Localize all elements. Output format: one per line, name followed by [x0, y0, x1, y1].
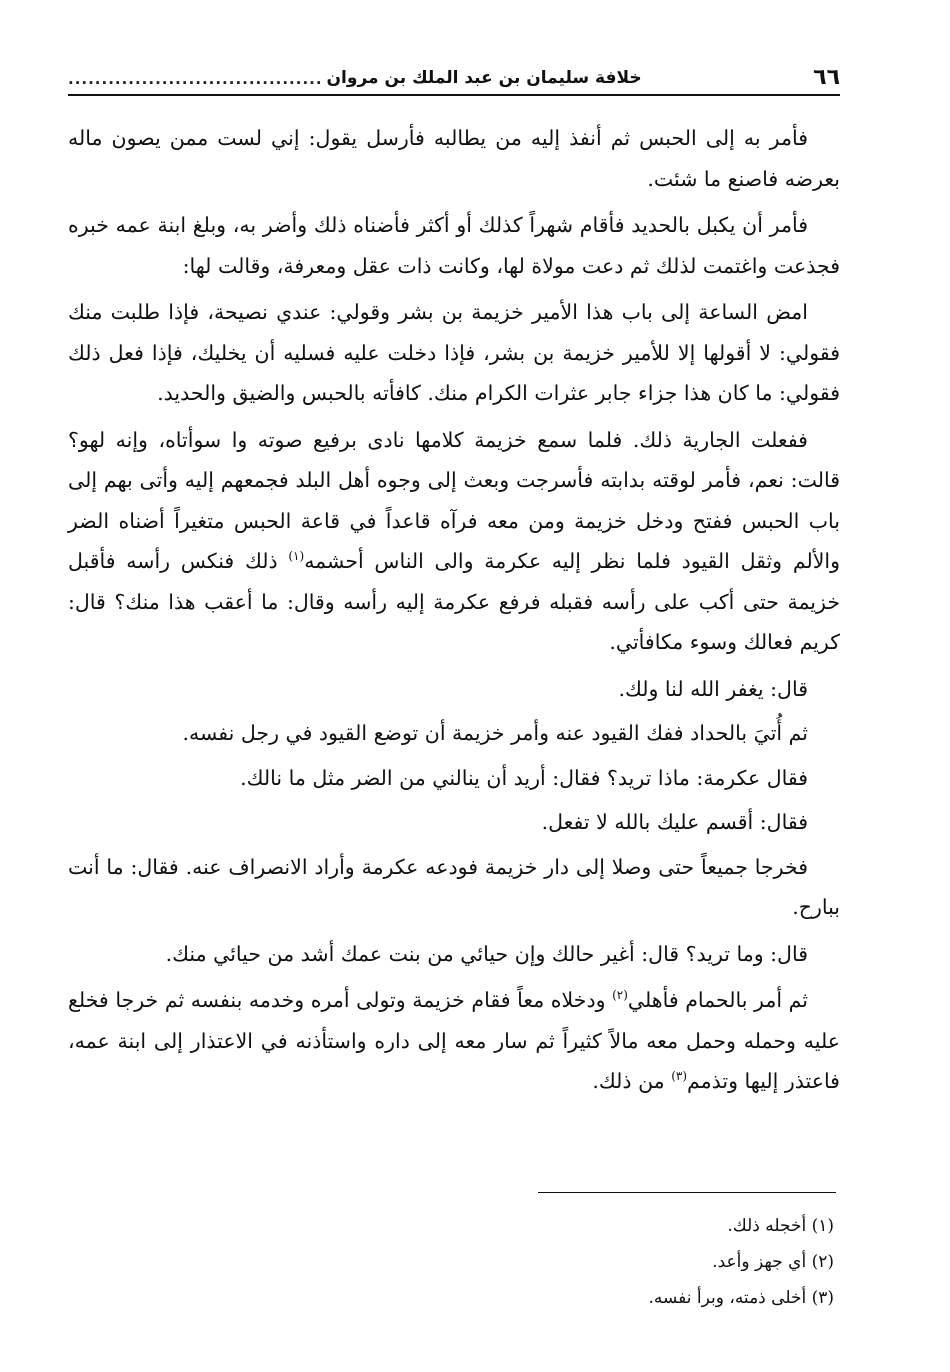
footnote-marker-2: (٢): [612, 988, 628, 1003]
paragraph-9: فخرجا جميعاً حتى وصلا إلى دار خزيمة فودعه عكرمة وأراد الانصراف عنه. فقال: ما أنت ببارح.: [68, 854, 840, 919]
running-title-group: [68, 68, 642, 94]
paragraph-8: فقال: أقسم عليك بالله لا تفعل.: [541, 810, 808, 834]
footnote-marker-1: (١): [288, 549, 305, 564]
paragraph-2: فأمر أن يكبل بالحديد فأقام شهراً كذلك أو أكثر فأضناه ذلك وأضر به، وبلغ ابنة عمه خبره فجذعت واغتمت لذلك ثم دعت مولاة لها، وكانت ذات عقل ومعرفة، وقالت لها:: [68, 213, 840, 278]
paragraph-3: امض الساعة إلى باب هذا الأمير خزيمة بن بشر وقولي: عندي نصيحة، فإذا طلبت منك فقولي: لا أقولها إلا للأمير خزيمة بن بشر، فإذا دخلت عليه فسليه أن يخليك، فإذا فعل ذلك فقولي: ما كان هذا جزاء جابر عثرات الكرام منك. كافأته بالحبس والضيق والحديد.: [68, 300, 840, 405]
paragraph-11-text-a: ثم أمر بالحمام فأهلي: [627, 988, 808, 1012]
footnotes: [68, 1208, 834, 1316]
paragraph-4-text-b: ذلك فنكس رأسه فأقبل خزيمة حتى أكب على رأسه فقبله فرفع عكرمة إليه رأسه وقال: ما أعقب هذا منك؟ قال: كريم فعالك وسوء مكافأتي.: [68, 549, 840, 654]
paragraph-10: قال: وما تريد؟ قال: أغير حالك وإن حيائي من بنت عمك أشد من حيائي منك.: [165, 941, 808, 966]
paragraph-1: فأمر به إلى الحبس ثم أنفذ إليه من يطالبه فأرسل يقول: إني لست ممن يصون ماله بعرضه فاصنع ما شئت.: [68, 126, 840, 191]
paragraph-5: قال: يغفر الله لنا ولك.: [618, 676, 808, 701]
paragraph-7: فقال عكرمة: ماذا تريد؟ فقال: أريد أن ينالني من الضر مثل ما نالك.: [240, 765, 808, 790]
footnote-separator: [538, 1192, 836, 1193]
footnote-1: (١) أخجله ذلك.: [727, 1216, 834, 1236]
footnote-marker-3: (٣): [671, 1069, 688, 1084]
running-title: خلافة سليمان بن عبد الملك بن مروان: [326, 68, 642, 88]
body-text: [68, 118, 840, 1108]
header-dot-leader: ......................................: [68, 70, 323, 88]
page-number: ٦٦: [813, 65, 840, 90]
paragraph-4: [68, 420, 840, 663]
footnote-2: (٢) أي جهز وأعد.: [712, 1252, 834, 1272]
footnote-3: (٣) أخلى ذمته، وبرأ نفسه.: [648, 1288, 834, 1308]
paragraph-4-text-a: ففعلت الجارية ذلك. فلما سمع خزيمة كلامها نادى برفيع صوته وا سوأتاه، وإنه لهو؟ قالت: نعم، فأمر لوقته بدابته فأسرجت وبعث إلى وجوه أهل البلد فجمعهم إليه وأتى بهم إلى باب الحبس ففتح ودخل خزيمة ومن معه فرآه قاعداً في قاعة الحبس متغيراً أضناه الضر والألم وثقل القيود فلما نظر إليه عكرمة والى الناس أحشمه: [68, 427, 840, 573]
paragraph-11: [68, 980, 840, 1102]
page-header: [68, 60, 840, 96]
paragraph-6: ثم أُتيَ بالحداد ففك القيود عنه وأمر خزيمة أن توضع القيود في رجل نفسه.: [182, 721, 808, 745]
paragraph-11-text-c: من ذلك.: [592, 1069, 672, 1093]
paragraph-11-text-b: ودخلاه معاً فقام خزيمة وتولى أمره وخدمه بنفسه ثم خرجا فخلع عليه وحمله وحمل معه مالاً كثيراً ثم سار معه إلى داره واستأذنه في الاعتذار إلى ابنة عمه، فاعتذر إليها وتذمم: [68, 988, 840, 1093]
